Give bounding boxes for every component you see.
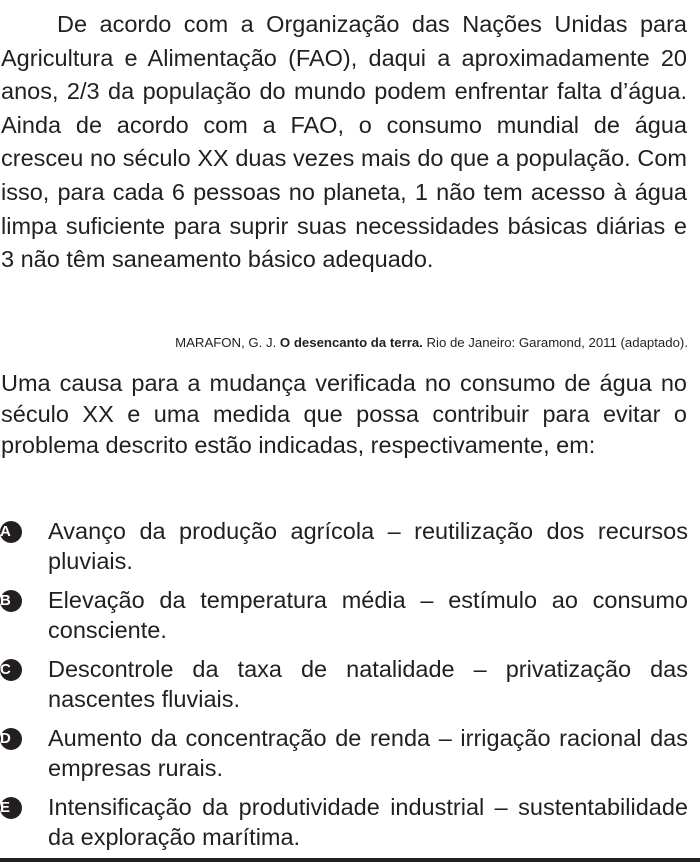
option-b-text: Elevação da temperatura média – estímulo ao consumo consciente.: [48, 587, 688, 643]
option-b-letter-badge: B: [0, 590, 22, 612]
option-e-letter-badge: E: [0, 797, 22, 819]
option-a-text: Avanço da produção agrícola – reutilização dos recursos pluviais.: [48, 518, 688, 574]
source-citation: [40, 334, 688, 352]
question-prompt: Uma causa para a mudança verificada no consumo de água no século XX e uma medida que possa contribuir para evitar o problema descrito estão indicadas, respectivamente, em:: [1, 370, 687, 458]
option-d[interactable]: [0, 723, 688, 783]
bottom-divider-rule: [0, 858, 700, 862]
option-e[interactable]: [0, 792, 688, 852]
option-d-letter-badge: D: [0, 728, 22, 750]
option-a[interactable]: [0, 516, 688, 576]
option-a-letter-badge: A: [0, 521, 22, 543]
option-c-text: Descontrole da taxa de natalidade – privatização das nascentes fluviais.: [48, 656, 688, 712]
option-c[interactable]: [0, 654, 688, 714]
option-c-letter-badge: C: [0, 659, 22, 681]
option-d-text: Aumento da concentração de renda – irrigação racional das empresas rurais.: [48, 725, 688, 781]
option-b[interactable]: [0, 585, 688, 645]
citation-title: O desencanto da terra.: [279, 335, 423, 350]
option-e-text: Intensificação da produtividade industrial – sustentabilidade da exploração marítima.: [48, 794, 688, 850]
passage-text: De acordo com a Organização das Nações Unidas para Agricultura e Alimentação (FAO), daqui a aproximadamente 20 anos, 2/3 da população do mundo podem enfrentar falta d’água. Ainda de acordo com a FAO, o consumo mundial de água cresceu no século XX duas vezes mais do que a população. Com isso, para cada 6 pessoas no planeta, 1 não tem acesso à água limpa suficiente para suprir suas necessidades básicas diárias e 3 não têm saneamento básico adequado.: [1, 11, 687, 273]
citation-author: MARAFON, G. J.: [175, 335, 277, 350]
citation-details: Rio de Janeiro: Garamond, 2011 (adaptado).: [426, 335, 688, 350]
answer-options: [0, 516, 688, 861]
